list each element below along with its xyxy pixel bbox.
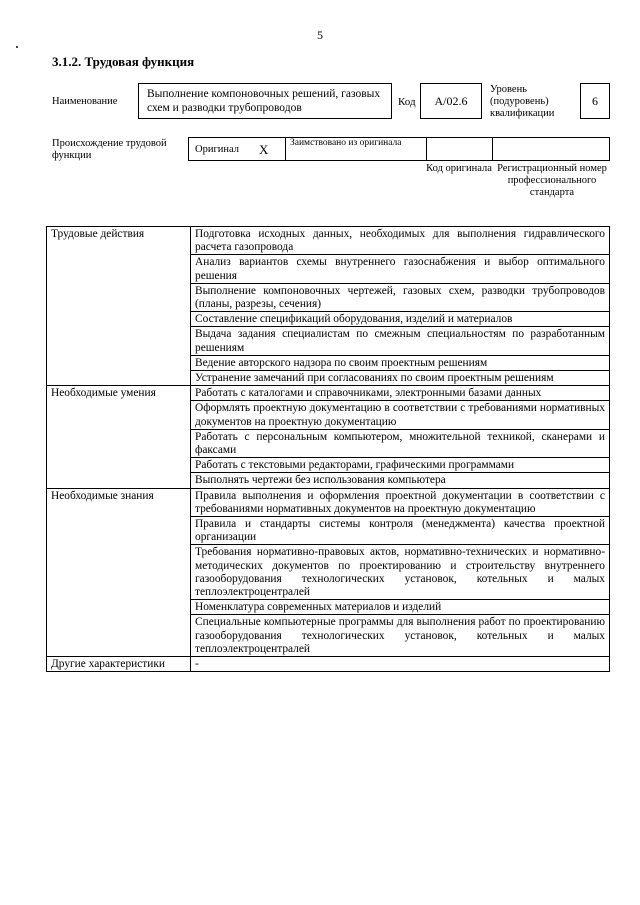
table-cell: Работать с каталогами и справочниками, электронными базами данных [191, 386, 610, 401]
section-heading: Трудовые действия [47, 227, 191, 386]
level-label: Уровень (подуровень) квалификации [490, 84, 555, 119]
table-cell: Анализ вариантов схемы внутреннего газоснабжения и выбор оптимального решения [191, 255, 610, 283]
table-row [47, 227, 610, 255]
table-cell: Выполнять чертежи без использования компьютера [191, 473, 610, 488]
table-cell: Специальные компьютерные программы для выполнения работ по проектированию газооборудования технологических установок, котельных и малых теплоэлектроцентралей [191, 615, 610, 657]
table-cell: Правила и стандарты системы контроля (менеджмента) качества проектной организации [191, 517, 610, 545]
origin-row [188, 137, 610, 161]
origin-label: Происхождение трудовой функции [52, 138, 167, 161]
table-cell: Номенклатура современных материалов и изделий [191, 600, 610, 615]
original-mark: X [259, 142, 269, 157]
function-table [46, 226, 610, 672]
code-caption: Код оригинала [426, 163, 492, 174]
borrowed-label: Заимствовано из оригинала [290, 138, 402, 148]
table-cell: Выдача задания специалистам по смежным специальностям по разработанным решениям [191, 327, 610, 355]
table-row [47, 657, 610, 672]
borrowed-cell [285, 137, 427, 161]
original-code-cell [426, 137, 493, 161]
table-cell: Работать с персональным компьютером, множительной техникой, сканерами и факсами [191, 429, 610, 457]
table-cell: - [191, 657, 610, 672]
section-heading: Другие характеристики [47, 657, 191, 672]
table-cell: Выполнение компоновочных чертежей, газовых схем, разводки трубопроводов (планы, разрезы, сечения) [191, 283, 610, 311]
reg-number-cell [492, 137, 610, 161]
table-cell: Подготовка исходных данных, необходимых для выполнения гидравлического расчета газопровода [191, 227, 610, 255]
section-heading: Необходимые умения [47, 386, 191, 488]
table-row [47, 386, 610, 401]
section-heading: Необходимые знания [47, 488, 191, 656]
level-box: 6 [580, 83, 610, 119]
table-cell: Работать с текстовыми редакторами, графическими программами [191, 458, 610, 473]
function-name-box: Выполнение компоновочных решений, газовых схем и разводки трубопроводов [138, 83, 392, 119]
section-title: 3.1.2. Трудовая функция [52, 54, 195, 69]
table-cell: Правила выполнения и оформления проектной документации в соответствии с требованиями нормативных документов на проектную документацию [191, 488, 610, 516]
original-cell [188, 137, 286, 161]
code-box: А/02.6 [420, 83, 482, 119]
table-cell: Требования нормативно-правовых актов, нормативно-технических и нормативно-методических документов по проектированию и строительству внутреннего газооборудования технологических установок, котельных и малых теплоэлектроцентралей [191, 545, 610, 600]
name-label: Наименование [52, 96, 118, 107]
original-label: Оригинал [195, 144, 239, 155]
scan-dot [16, 46, 18, 48]
table-cell: Ведение авторского надзора по своим проектным решениям [191, 355, 610, 370]
table-cell: Устранение замечаний при согласованиях по своим проектным решениям [191, 371, 610, 386]
table-row [47, 488, 610, 516]
reg-caption: Регистрационный номер профессионального стандарта [497, 163, 607, 198]
table-cell: Составление спецификаций оборудования, изделий и материалов [191, 312, 610, 327]
page-number: 5 [317, 28, 323, 42]
code-label: Код [398, 96, 416, 108]
table-cell: Оформлять проектную документацию в соответствии с требованиями нормативных документов на проектную документацию [191, 401, 610, 429]
